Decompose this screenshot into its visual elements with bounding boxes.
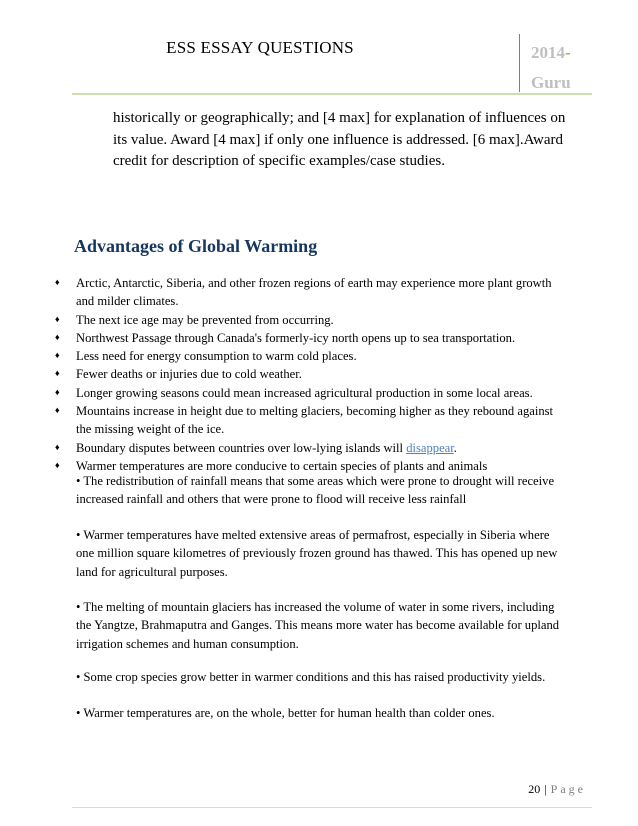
paragraph-health [76,704,596,722]
page-number-value: 20 [528,782,541,796]
diamond-bullet-icon: ♦ [55,313,60,324]
diamond-bullet-icon: ♦ [55,459,60,470]
list-item-line: The next ice age may be prevented from occurring. [76,312,334,327]
intro-line: its value. Award [4 max] if only one influence is addressed. [6 max].Award [113,131,564,148]
paragraph-line: the Yangtze, Brahmaputra and Ganges. This means more water has become available for upland [76,618,560,633]
list-item [0,402,638,439]
footer-rule [72,807,592,808]
paragraph-line: irrigation schemes and human consumption. [76,636,299,651]
section-heading: Advantages of Global Warming [74,236,318,256]
paragraph-line: land for agricultural purposes. [76,564,228,579]
diamond-bullet-icon: ♦ [55,331,60,342]
paragraph-line: one million square kilometres of previously frozen ground has thawed. This has opened up new [76,546,558,561]
header-author: Guru [531,73,571,92]
paragraph-line: • The melting of mountain glaciers has increased the volume of water in some rivers, including [76,600,555,614]
list-item-line: Northwest Passage through Canada's formerly-icy north opens up to sea transportation. [76,330,516,345]
list-item-line: Longer growing seasons could mean increased agricultural production in some local areas. [76,385,533,400]
page-separator: | [544,782,547,796]
intro-line: credit for description of specific examples/case studies. [113,153,445,169]
page-number [466,782,586,797]
list-item-text: Boundary disputes between countries over low-lying islands will [76,440,407,455]
list-item [0,439,638,457]
list-item-line: Less need for energy consumption to warm cold places. [76,349,357,364]
disappear-link[interactable]: disappear [406,440,454,455]
diamond-bullet-icon: ♦ [55,350,60,361]
paragraph-line: increased rainfall and others that were prone to flood will receive less rainfall [76,492,467,507]
paragraph-line: • Warmer temperatures are, on the whole, better for human health than colder ones. [76,706,495,720]
paragraph-permafrost [76,526,596,581]
list-item-line: Arctic, Antarctic, Siberia, and other frozen regions of earth may experience more plant growth [76,276,552,290]
header-title: ESS ESSAY QUESTIONS [166,38,354,57]
paragraph-line: • Warmer temperatures have melted extensive areas of permafrost, especially in Siberia where [76,528,550,542]
list-item [0,311,638,329]
list-item [0,365,638,383]
diamond-bullet-icon: ♦ [55,368,60,379]
intro-line: historically or geographically; and [4 max] for explanation of influences on [113,110,566,126]
header-year-block [531,38,571,98]
list-item-line: Warmer temperatures are more conducive to certain species of plants and animals [76,458,488,473]
list-item-text: . [453,440,457,455]
list-item-line: and milder climates. [76,294,179,309]
list-item-line: Mountains increase in height due to melting glaciers, becoming higher as they rebound against [76,404,554,419]
diamond-bullet-icon: ♦ [55,441,60,452]
list-item [0,347,638,365]
list-item-line: the missing weight of the ice. [76,422,225,437]
list-item [0,384,638,402]
list-item-line: Fewer deaths or injuries due to cold weather. [76,367,302,382]
paragraph-glaciers [76,598,596,653]
list-item [0,274,638,311]
advantages-list [0,274,638,475]
paragraph-line: • Some crop species grow better in warmer conditions and this has raised productivity yields. [76,670,546,684]
list-item [0,329,638,347]
header-divider [519,34,520,92]
paragraph-line: • The redistribution of rainfall means that some areas which were prone to drought will receive [76,474,555,488]
diamond-bullet-icon: ♦ [55,386,60,397]
diamond-bullet-icon: ♦ [55,277,60,287]
header-year: 2014 [531,43,565,62]
paragraph-crops [76,668,596,686]
paragraph-rainfall [76,472,596,509]
header-rule [72,93,592,95]
page-label: Page [550,782,586,796]
diamond-bullet-icon: ♦ [55,405,60,416]
list-item-line [76,439,638,457]
header-dash: - [565,43,571,62]
intro-paragraph [113,108,593,173]
